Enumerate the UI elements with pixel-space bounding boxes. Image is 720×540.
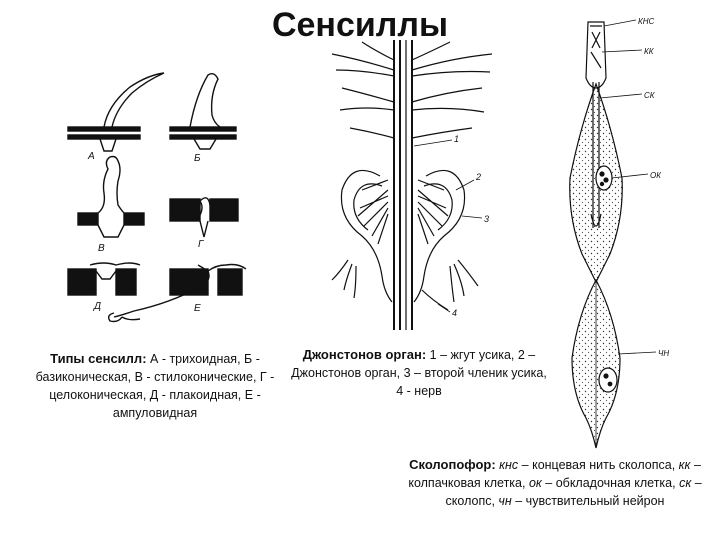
neuron-nucleus <box>599 368 617 392</box>
caption-johnston-heading: Джонстонов орган: <box>302 347 427 362</box>
label-b: Б <box>194 153 201 164</box>
desc-kk: – колпачковая клетка, <box>408 458 701 490</box>
sheath-cell <box>570 84 623 282</box>
johnston-organ-left <box>332 170 392 302</box>
nerve-fiber <box>422 290 448 310</box>
label-1: 1 <box>454 134 460 144</box>
label-ok: ОК <box>650 171 661 180</box>
sensillum-styloconic <box>78 157 144 238</box>
label-3: 3 <box>484 214 490 224</box>
caption-johnston-organ <box>288 346 550 400</box>
label-a: А <box>88 151 95 162</box>
abbr-kns: кнс <box>499 458 519 472</box>
desc-sk: – сколопс, <box>445 476 702 508</box>
label-g: Г <box>198 239 204 250</box>
label-2: 2 <box>476 172 482 182</box>
sensillum-trichoid <box>68 73 164 151</box>
scolopophore-figure <box>560 18 690 450</box>
page-title: Сенсиллы <box>271 6 449 44</box>
desc-kns: – концевая нить сколопса, <box>518 458 679 472</box>
abbr-kk: кк <box>678 458 691 472</box>
desc-ok: – обкладочная клетка, <box>541 476 680 490</box>
johnston-organ-figure <box>322 40 502 330</box>
label-chn: ЧН <box>658 349 670 358</box>
cap-cell <box>586 22 606 88</box>
caption-scolopophore <box>398 456 712 510</box>
sensillum-coeloconic <box>170 198 238 237</box>
abbr-ok: ок <box>528 476 542 490</box>
caption-scolopophore-heading: Сколопофор: <box>409 457 496 472</box>
abbr-sk: ск <box>679 476 692 490</box>
sensilla-types-figure <box>60 65 280 330</box>
sensillum-basiconic <box>170 74 236 149</box>
label-kk: КК <box>644 47 654 56</box>
johnston-organ-right <box>414 170 478 302</box>
label-d: Д <box>94 301 102 312</box>
desc-chn: – чувствительный нейрон <box>511 494 665 508</box>
flagellum-shaft <box>394 40 412 330</box>
caption-johnston-text: 1 – жгут усика, 2 – Джонстонов орган, 3 – второй членик усика, 4 - нерв <box>291 348 547 398</box>
sheath-nucleus <box>596 166 612 190</box>
caption-sensilla-text: А - трихоидная, Б - базиконическая, В - стилоконические, Г - целоконическая, Д - плакоидная, Е - ампуловидная <box>35 352 275 420</box>
sensillum-placoid <box>68 263 140 295</box>
label-v: В <box>98 243 105 254</box>
caption-sensilla-heading: Типы сенсилл: <box>50 351 147 366</box>
label-e: Е <box>194 303 201 314</box>
label-sk: СК <box>644 91 655 100</box>
abbr-chn: чн <box>498 494 512 508</box>
label-4: 4 <box>452 308 458 318</box>
caption-sensilla-types <box>30 350 280 422</box>
label-kns: КНС <box>638 18 655 26</box>
